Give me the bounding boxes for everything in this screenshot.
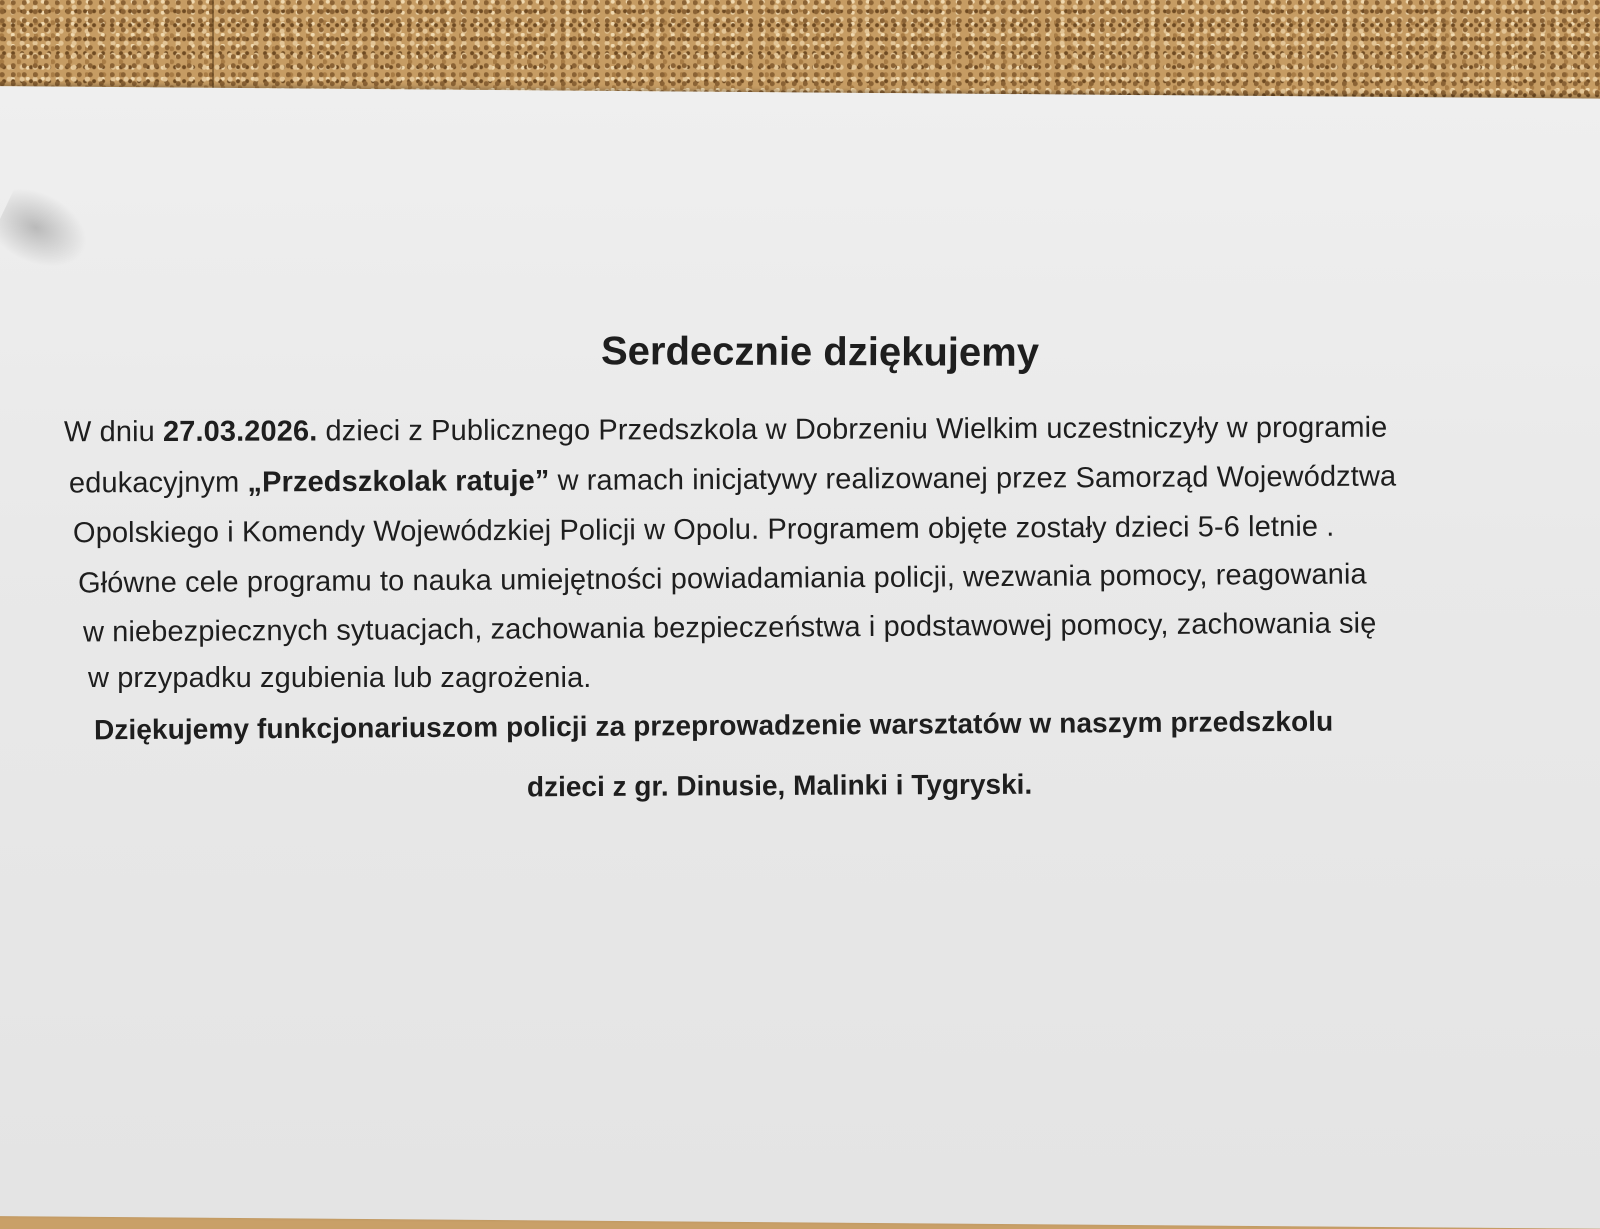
notice-line-1-start: W dniu: [63, 415, 164, 449]
notice-line-5: w niebezpiecznych sytuacjach, zachowania bezpieczeństwa i podstawowej pomocy, zachowania się: [82, 607, 1377, 649]
event-date: 27.03.2026.: [162, 415, 318, 448]
notice-line-2: [69, 461, 1396, 501]
notice-line-4: Główne cele programu to nauka umiejętności powiadamiania policji, wezwania pomocy, reagowania: [77, 558, 1367, 600]
notice-line-6: w przypadku zgubienia lub zagrożenia.: [88, 662, 592, 694]
thanks-line: Dziękujemy funkcjonariuszom policji za przeprowadzenie warsztatów w naszym przedszkolu: [93, 705, 1334, 746]
program-name: „Przedszkolak ratuje”: [247, 464, 550, 499]
notice-line-1: [64, 412, 1387, 450]
notice-title: Serdecznie dziękujemy: [600, 329, 1040, 375]
notice-line-2-start: edukacyjnym: [68, 466, 248, 500]
notice-line-1-end: dzieci z Publicznego Przedszkola w Dobrzeniu Wielkim uczestniczyły w programie: [317, 411, 1388, 448]
signature: dzieci z gr. Dinusie, Malinki i Tygryski.: [526, 768, 1033, 803]
notice-line-2-end: w ramach inicjatywy realizowanej przez Samorząd Województwa: [549, 460, 1397, 497]
notice-line-3: Opolskiego i Komendy Wojewódzkiej Policji w Opolu. Programem objęte zostały dzieci 5-6 letnie .: [72, 510, 1335, 550]
